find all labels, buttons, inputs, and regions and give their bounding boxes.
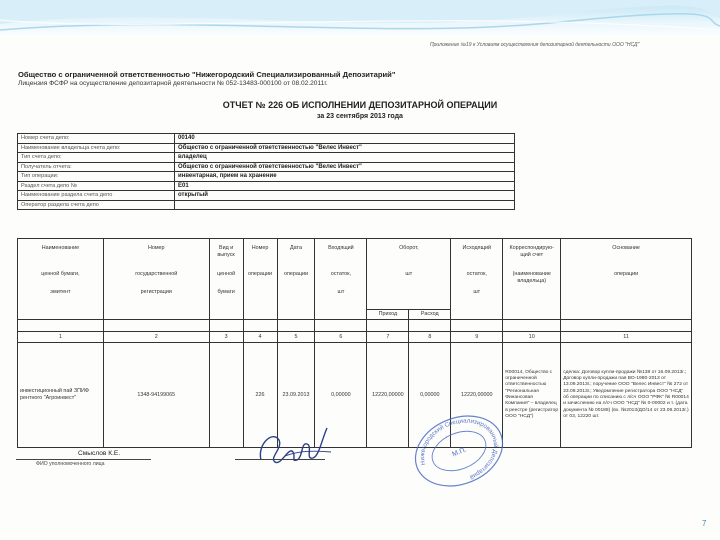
col-header-income: Приход — [367, 310, 409, 320]
report-date: за 23 сентября 2013 года — [317, 113, 403, 120]
header-line: шт — [405, 271, 413, 277]
col-number: 9 — [451, 332, 503, 343]
col-header-turnover — [367, 239, 451, 310]
header-line: Исходящий — [462, 245, 492, 251]
col-number: 11 — [561, 332, 692, 343]
report-title: ОТЧЕТ № 226 ОБ ИСПОЛНЕНИИ ДЕПОЗИТАРНОЙ ОПЕРАЦИИ — [222, 100, 498, 110]
cell-closing-balance: 12220,00000 — [451, 343, 503, 448]
header-line: (наименование владельца) — [512, 271, 551, 284]
header-line: Дата — [290, 245, 302, 251]
signatory-caption: ФИО уполномоченного лица — [36, 461, 105, 467]
col-header-reg-number — [103, 239, 209, 320]
col-number: 4 — [243, 332, 277, 343]
header-line: регистрации — [140, 289, 172, 295]
info-label: Оператор раздела счета депо — [18, 200, 175, 210]
wave-decoration — [0, 0, 720, 38]
info-value: инвентарная, прием на хранение — [175, 172, 515, 182]
info-label: Наименование раздела счета депо — [18, 191, 175, 201]
info-value: владелец — [175, 153, 515, 163]
info-value: Общество с ограниченной ответственностью "Велес Инвест" — [175, 162, 515, 172]
signature-line-2 — [235, 459, 325, 460]
header-line: Основание — [612, 245, 640, 251]
info-label: Раздел счета депо № — [18, 181, 175, 191]
info-label: Наименование владельца счета депо: — [18, 143, 175, 153]
col-header-security — [18, 239, 104, 320]
operations-table — [17, 238, 692, 448]
cell-basis: сделка: Договор купли-продажи №138 от 16.09.2013г.; Договор купли-продажи пая ВО-1980-2013 от 13.09.2013г.; поручение ООО "Велес Инвест" № 272 от 23.09.2013г.; Уведомление регистратора ООО "НСД" об операции по списанию с л/сч ООО "РФК" № R00014 и зачислению на л/сч ООО "НСД" № 0-00002 и т. (дата документа № 00188) (вх. №2013/ДО/14 от 23.09.2013г.) от 03, 12220 шт. — [561, 343, 692, 448]
organization-name: Общество с ограниченной ответственностью "Нижегородский Специализированный Депозитарий" — [18, 70, 396, 79]
appendix-note: Приложение №19 к Условиям осуществления депозитарной деятельности ООО "НСД" — [430, 42, 640, 48]
header-line: Наименование — [41, 245, 80, 251]
info-row — [18, 172, 515, 182]
header-line: операции — [614, 271, 639, 277]
info-row — [18, 134, 515, 144]
info-value: 00140 — [175, 134, 515, 144]
header-line: Номер — [147, 245, 165, 251]
col-header-opening-balance — [315, 239, 367, 320]
col-number: 3 — [209, 332, 243, 343]
page-number: 7 — [702, 519, 707, 528]
info-label: Получатель отчета: — [18, 162, 175, 172]
col-number: 2 — [103, 332, 209, 343]
header-line: Вид и выпуск — [217, 245, 235, 258]
signatory-name: Смыслов К.Е. — [78, 450, 121, 457]
col-header-corr-account — [503, 239, 561, 320]
header-line: Корреспондирую-щий счет — [509, 245, 554, 258]
cell-op-date: 23.09.2013 — [277, 343, 315, 448]
col-number: 10 — [503, 332, 561, 343]
header-line: шт — [473, 289, 481, 295]
info-label: Номер счета депо: — [18, 134, 175, 144]
account-info-table — [17, 133, 515, 210]
cell-kind — [209, 343, 243, 448]
header-line: Оборот, — [399, 245, 419, 251]
header-line: ценной бумаги, — [41, 271, 80, 277]
info-value: открытый — [175, 191, 515, 201]
info-row — [18, 181, 515, 191]
handwritten-signature — [255, 422, 335, 468]
cell-income: 12220,00000 — [367, 343, 409, 448]
col-number: 7 — [367, 332, 409, 343]
col-header-basis — [561, 239, 692, 320]
header-line: эмитент — [50, 289, 71, 295]
cell-outcome: 0,00000 — [409, 343, 451, 448]
info-label: Тип операции: — [18, 172, 175, 182]
col-number: 1 — [18, 332, 104, 343]
cell-security: инвестиционный пай ЗПИФ рентного "Агроинвест" — [18, 343, 104, 448]
header-line: Входящий — [328, 245, 354, 251]
col-header-outcome: Расход — [409, 310, 451, 320]
col-header-closing-balance — [451, 239, 503, 320]
info-row — [18, 191, 515, 201]
slide-header-band — [0, 0, 720, 38]
stamp-center-text: М.П. — [451, 446, 468, 459]
license-line: Лицензия ФСФР на осуществление депозитарной деятельности № 052-13483-000100 от 08.02.2011г. — [18, 80, 328, 87]
signature-line — [16, 459, 151, 460]
header-line: операции — [248, 271, 273, 277]
header-line: ценной — [217, 271, 236, 277]
cell-op-number: 226 — [243, 343, 277, 448]
stamp-ring-text: Нижегородский Специализированный Депозитарий — [419, 417, 499, 481]
info-label: Тип счета депо: — [18, 153, 175, 163]
col-number: 6 — [315, 332, 367, 343]
col-number: 8 — [409, 332, 451, 343]
info-row — [18, 143, 515, 153]
header-line: Номер — [251, 245, 269, 251]
info-row — [18, 200, 515, 210]
header-line: остаток, — [466, 271, 487, 277]
col-number: 5 — [277, 332, 315, 343]
info-row — [18, 162, 515, 172]
col-header-op-date — [277, 239, 315, 320]
cell-reg-number: 1348-94199065 — [103, 343, 209, 448]
info-row — [18, 153, 515, 163]
info-value — [175, 200, 515, 210]
official-stamp — [411, 416, 507, 486]
info-value: Общество с ограниченной ответственностью "Велес Инвест" — [175, 143, 515, 153]
col-header-kind — [209, 239, 243, 320]
table-row — [18, 343, 692, 448]
cell-opening-balance: 0,00000 — [315, 343, 367, 448]
col-header-op-number — [243, 239, 277, 320]
header-line: операции — [283, 271, 308, 277]
header-line: государственной — [135, 271, 178, 277]
cell-corr-account: R00014, Общество с ограниченной ответственностью "Региональная Финансовая Компания" – владелец в реестре (регистратор ООО "НСД") — [503, 343, 561, 448]
header-line: шт — [337, 289, 345, 295]
header-line: остаток, — [330, 271, 352, 277]
info-value: Е01 — [175, 181, 515, 191]
header-line: бумаги — [217, 289, 235, 295]
